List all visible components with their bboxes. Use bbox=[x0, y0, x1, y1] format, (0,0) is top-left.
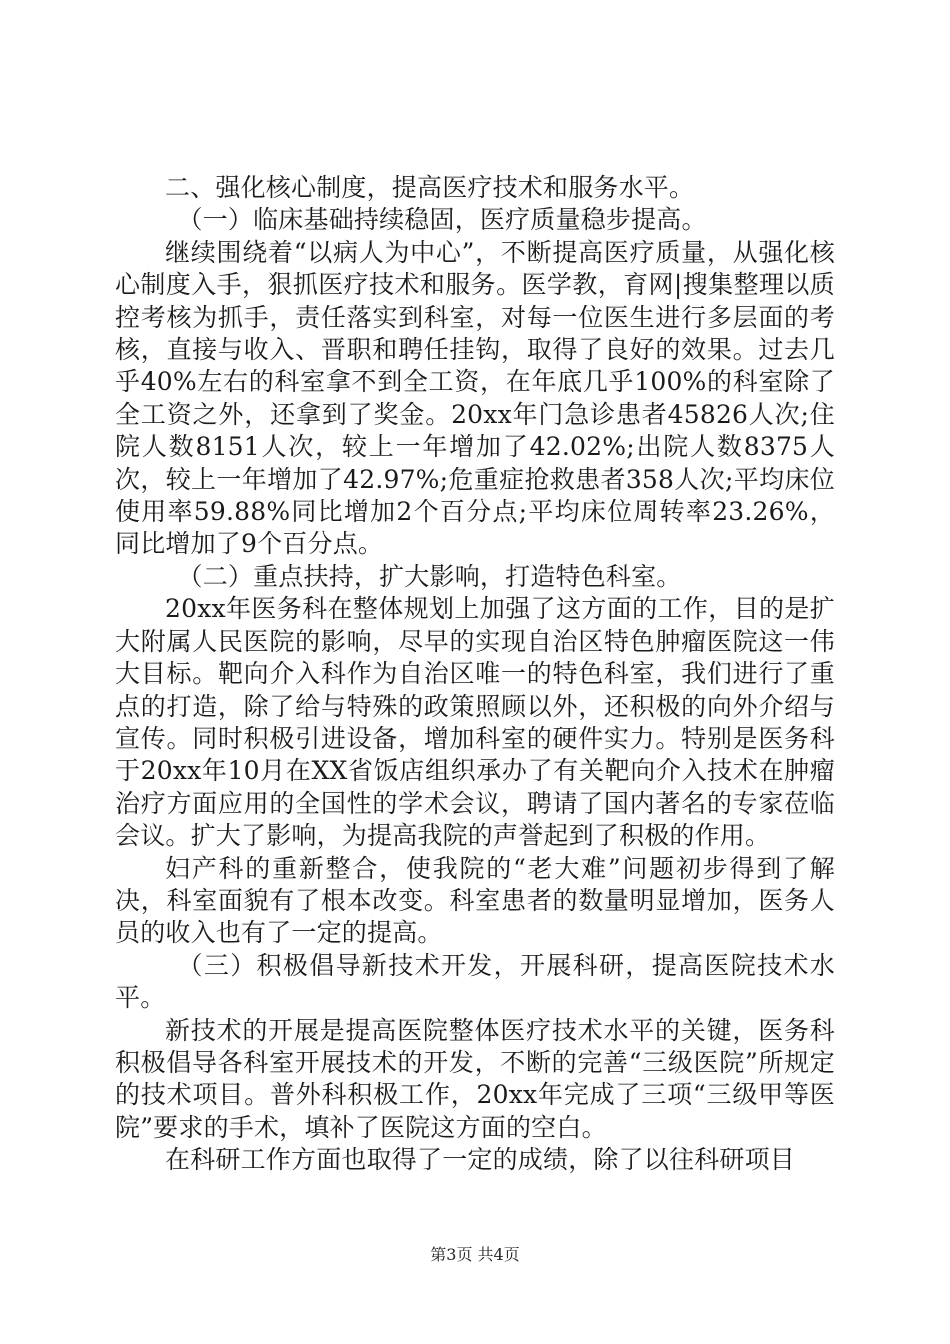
subsection-heading-3: （三）积极倡导新技术开发，开展科研，提高医院技术水平。 bbox=[115, 950, 835, 1013]
body-paragraph-1: 继续围绕着“以病人为中心”，不断提高医疗质量，从强化核心制度入手，狠抓医疗技术和服务。医学教，育网|搜集整理以质控考核为抓手，责任落实到科室，对每一位医生进行多层面的考核，直接与收入、晋职和聘任挂钩，取得了良好的效果。过去几乎40%左右的科室拿不到全工资，在年底几乎100%的科室除了全工资之外，还拿到了奖金。20xx年门急诊患者45826人次;住院人数8151人次，较上一年增加了42.02%;出院人数8375人次，较上一年增加了42.97%;危重症抢救患者358人次;平均床位使用率59.88%同比增加2个百分点;平均床位周转率23.26%，同比增加了9个百分点。 bbox=[115, 237, 835, 559]
section-heading: 二、强化核心制度，提高医疗技术和服务水平。 bbox=[165, 173, 695, 202]
page-number-footer: 第3页 共4页 bbox=[430, 1245, 520, 1264]
body-paragraph-2: 20xx年医务科在整体规划上加强了这方面的工作，目的是扩大附属人民医院的影响，尽早的实现自治区特色肿瘤医院这一伟大目标。靶向介入科作为自治区唯一的特色科室，我们进行了重点的打造，除了给与特殊的政策照顾以外，还积极的向外介绍与宣传。同时积极引进设备，增加科室的硬件实力。特别是医务科于20xx年10月在XX省饭店组织承办了有关靶向介入技术在肿瘤治疗方面应用的全国性的学术会议，聘请了国内著名的专家莅临会议。扩大了影响，为提高我院的声誉起到了积极的作用。 bbox=[115, 594, 835, 851]
body-paragraph-4: 新技术的开展是提高医院整体医疗技术水平的关键，医务科积极倡导各科室开展技术的开发，不断的完善“三级医院”所规定的技术项目。普外科积极工作，20xx年完成了三项“三级甲等医院”要求的手术，填补了医院这方面的空白。 bbox=[115, 1015, 835, 1142]
body-paragraph-5: 在科研工作方面也取得了一定的成绩，除了以往科研项目 bbox=[165, 1145, 796, 1175]
body-paragraph-3: 妇产科的重新整合，使我院的“老大难”问题初步得到了解决，科室面貌有了根本改变。科室患者的数量明显增加，医务人员的收入也有了一定的提高。 bbox=[115, 853, 835, 948]
document-body bbox=[115, 172, 835, 1177]
subsection-heading-1: （一）临床基础持续稳固，医疗质量稳步提高。 bbox=[177, 205, 707, 235]
subsection-heading-2: （二）重点扶持，扩大影响，打造特色科室。 bbox=[177, 561, 682, 591]
